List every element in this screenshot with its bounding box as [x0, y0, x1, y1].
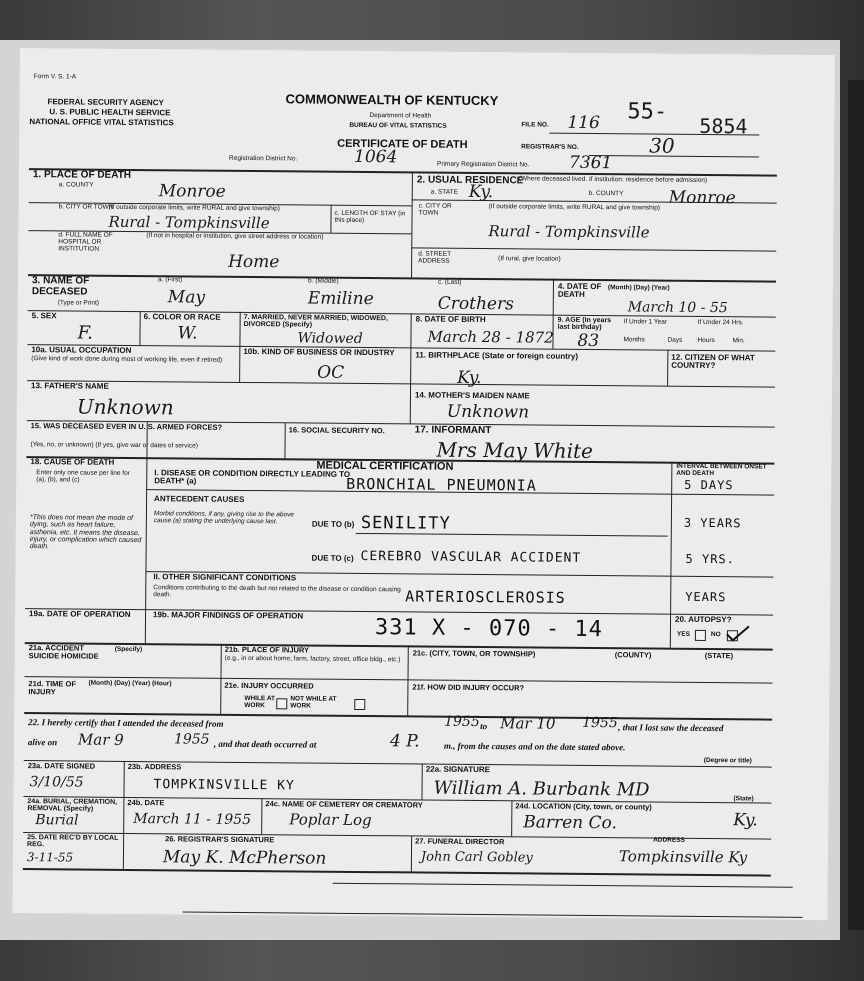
age-sub-4: Days [667, 336, 683, 344]
marital-value: Widowed [297, 330, 363, 348]
injury-time-cols: (Month) (Day) (Year) (Hour) [88, 679, 172, 688]
not-work-label: NOT WHILE AT WORK [290, 695, 337, 710]
location-state: Ky. [733, 810, 758, 831]
while-work-label: WHILE AT WORK [244, 694, 276, 709]
cause-b-value: SENILITY [360, 512, 451, 534]
file-no-label: FILE NO. [521, 121, 549, 129]
autopsy-no-mark [723, 624, 753, 644]
cemetery-value: Poplar Log [289, 810, 372, 830]
marital-label: 7. MARRIED, NEVER MARRIED, WIDOWED, DIVORCED (Specify) [243, 313, 388, 329]
agency-line-3: NATIONAL OFFICE VITAL STATISTICS [29, 117, 174, 128]
res-city-note: (If outside corporate limits, write RURAL and give township) [488, 203, 661, 212]
director-address-label: ADDRESS [653, 836, 685, 844]
certify-from-year: 1955 [444, 713, 480, 731]
age-sub-5: Hours [697, 336, 715, 345]
cemetery-label: 24c. NAME OF CEMETERY OR CREMATORY [265, 799, 423, 810]
pod-county: Monroe [158, 181, 226, 202]
registrar-sig-label: 26. REGISTRAR'S SIGNATURE [165, 834, 275, 845]
autopsy-yes-checkbox[interactable] [695, 630, 706, 641]
interval-label: INTERVAL BETWEEN ONSET AND DEATH [676, 462, 767, 477]
certify-text-1: 22. I hereby certify that I attended the deceased from [28, 717, 224, 729]
pod-hospital-label: d. FULL NAME OF HOSPITAL OR INSTITUTION [58, 231, 113, 253]
res-state: Ky. [468, 181, 494, 203]
bureau-name: BUREAU OF VITAL STATISTICS [349, 121, 447, 130]
cause-note: Enter only one cause per line for (a), (b), and (c) [36, 469, 130, 484]
file-no-3: 5854 [699, 113, 748, 139]
file-no-1: 116 [567, 112, 600, 134]
citizen-label: 12. CITIZEN OF WHAT COUNTRY? [671, 352, 755, 371]
certify-alive-on: alive on [27, 737, 58, 748]
certify-text-3: , and that death occurred at [213, 738, 317, 750]
birthplace-value: Ky. [457, 367, 482, 389]
birthplace-label: 11. BIRTHPLACE (State or foreign country) [415, 350, 579, 361]
business-value: OC [317, 362, 345, 383]
date-signed: 3/10/55 [29, 774, 84, 791]
op-findings-label: 19b. MAJOR FINDINGS OF OPERATION [153, 610, 304, 621]
op-date-label: 19a. DATE OF OPERATION [29, 609, 131, 619]
injury-city-label: 21c. (CITY, TOWN, OR TOWNSHIP) [412, 648, 536, 659]
burial-value: Burial [35, 812, 79, 829]
cause-c-value: CEREBRO VASCULAR ACCIDENT [360, 548, 582, 566]
certify-to: to [480, 721, 488, 732]
certify-text-2: , that I last saw the deceased [618, 722, 724, 734]
degree-label: (Degree or title) [703, 756, 752, 765]
other-cond-interval: YEARS [685, 589, 727, 605]
primary-district-label: Primary Registration District No. [436, 160, 530, 169]
middle-name: Emiline [307, 288, 374, 310]
reg-district: 1064 [353, 146, 398, 168]
residence-note: (Where deceased lived. If institution: residence before admission) [518, 175, 708, 185]
signature-label: 22a. SIGNATURE [425, 764, 491, 775]
age-label: 9. AGE (In years last birthday) [557, 316, 612, 332]
other-cond-note: Conditions contributing to the death but not related to the disease or condition causing death. [153, 584, 401, 599]
injury-state-label: (STATE) [704, 650, 734, 661]
mode-note: *This does not mean the mode of dying, such as heart failure, asthenia, etc. It means the disease, injury, or complication which caused death. [29, 514, 142, 551]
birth-value: March 28 - 1872 [427, 327, 554, 347]
form-number: Form V. S. 1-A [33, 73, 77, 81]
type-print-note: (Type or Print) [57, 299, 99, 307]
cause-i-label: I. DISEASE OR CONDITION DIRECTLY LEADING TO DEATH* (a) [154, 468, 351, 486]
cause-i-value: BRONCHIAL PNEUMONIA [346, 474, 537, 495]
pod-city: Rural - Tompkinsville [108, 212, 270, 233]
physician-signature: William A. Burbank MD [433, 777, 650, 801]
autopsy-yes-label: YES [676, 630, 690, 638]
ssn-label: 16. SOCIAL SECURITY NO. [288, 425, 385, 436]
residence-label: 2. USUAL RESIDENCE [416, 174, 524, 187]
registrar-signature: May K. McPherson [162, 847, 327, 869]
other-cond-label: II. OTHER SIGNIFICANT CONDITIONS [153, 572, 297, 583]
burial-date-label: 24b. DATE [127, 797, 165, 808]
res-street-label: d. STREET ADDRESS [418, 250, 452, 265]
funeral-director: John Carl Gobley [420, 849, 533, 866]
age-sub-6: Min. [732, 337, 745, 345]
age-value: 83 [577, 330, 600, 352]
pod-city-label: b. CITY OR TOWN [58, 203, 114, 211]
primary-district: 7361 [568, 152, 613, 174]
accident-label: 21a. ACCIDENT SUICIDE HOMICIDE [28, 643, 99, 661]
armed-note: (Yes, no, or unknown) (If yes, give war or dates of service) [30, 441, 198, 450]
pod-hospital-note: (If not in hospital or institution, give street address or location) [146, 232, 324, 241]
injury-county-label: (COUNTY) [614, 650, 652, 660]
director-label: 27. FUNERAL DIRECTOR [415, 836, 505, 847]
director-address: Tompkinsville Ky [618, 847, 748, 867]
not-work-checkbox[interactable] [354, 699, 365, 710]
age-sub-2: If Under 24 Hrs. [697, 318, 744, 327]
last-name: Crothers [437, 293, 514, 315]
place-of-death-label: 1. PLACE OF DEATH [32, 169, 132, 181]
first-name: May [167, 287, 206, 308]
cause-c-label: DUE TO (c) [311, 553, 354, 563]
cause-i-interval: 5 DAYS [684, 477, 734, 493]
certify-alive-date: Mar 9 [77, 730, 124, 749]
age-sub-3: Months [623, 336, 645, 344]
res-county-label: b. COUNTY [588, 189, 624, 198]
medical-heading: MEDICAL CERTIFICATION [316, 459, 454, 473]
op-code: 331 X - 070 - 14 [374, 615, 603, 643]
age-sub-1: If Under 1 Year [623, 318, 668, 326]
color-value: W. [177, 323, 198, 344]
certify-time: 4 P. [389, 731, 420, 752]
pod-length-label: c. LENGTH OF STAY (in this place) [334, 209, 406, 224]
certify-alive-year: 1955 [173, 731, 210, 748]
injury-occurred-label: 21e. INJURY OCCURRED [224, 680, 314, 691]
first-name-label: a. (First) [157, 276, 183, 284]
location-state-label: (State) [733, 795, 754, 803]
morbid-note: Morbid conditions, if any, giving rise to the above cause (a) stating the underlying cause last. [153, 510, 295, 526]
cause-label: 18. CAUSE OF DEATH [30, 457, 115, 467]
res-street-note: (If rural, give location) [498, 255, 561, 263]
sex-label: 5. SEX [31, 311, 57, 321]
informant-label: 17. INFORMANT [414, 424, 492, 437]
autopsy-label: 20. AUTOPSY? [675, 614, 732, 625]
res-county: Monroe [668, 187, 736, 209]
res-city-label: c. CITY OR TOWN [418, 202, 452, 217]
rec-date: 3-11-55 [26, 850, 74, 865]
last-name-label: c. (Last) [437, 278, 462, 286]
death-certificate-form [12, 48, 835, 920]
agency-line-1: FEDERAL SECURITY AGENCY [47, 97, 164, 108]
date-signed-label: 23a. DATE SIGNED [27, 761, 96, 771]
other-cond-value: ARTERIOSCLEROSIS [405, 587, 566, 607]
agency-line-2: U. S. PUBLIC HEALTH SERVICE [49, 107, 171, 118]
middle-name-label: b. (Middle) [307, 277, 339, 285]
deceased-name-label: 3. NAME OF DECEASED [31, 275, 90, 298]
business-label: 10b. KIND OF BUSINESS OR INDUSTRY [243, 346, 395, 358]
res-state-label: a. STATE [430, 188, 459, 196]
location-value: Barren Co. [523, 812, 618, 834]
location-label: 24d. LOCATION (City, town, or county) [515, 801, 652, 812]
occupation-label: 10a. USUAL OCCUPATION [31, 345, 132, 355]
burial-date: March 11 - 1955 [133, 811, 252, 829]
sex-value: F. [77, 322, 94, 344]
mother-value: Unknown [446, 401, 530, 423]
certify-to-date: Mar 10 [500, 714, 556, 733]
birth-label: 8. DATE OF BIRTH [415, 314, 486, 325]
injury-place-note: (e.g., in or about home, farm, factory, street, office bldg., etc.) [224, 654, 401, 664]
res-city: Rural - Tompkinsville [488, 222, 650, 242]
certificate-title: CERTIFICATE OF DEATH [337, 137, 468, 151]
registrars-no-label: REGISTRAR'S NO. [521, 143, 579, 151]
death-date-cols: (Month) (Day) (Year) [607, 284, 670, 292]
cert-address: TOMPKINSVILLE KY [153, 777, 295, 794]
occupation-note: (Give kind of work done during most of working life, even if retired) [31, 355, 223, 364]
autopsy-no-label: NO [710, 631, 721, 639]
accident-specify: (Specify) [114, 645, 143, 654]
registrars-no: 30 [649, 133, 675, 158]
father-label: 13. FATHER'S NAME [31, 381, 109, 391]
rec-date-label: 25. DATE REC'D BY LOCAL REG. [27, 834, 119, 849]
pod-county-label: a. COUNTY [58, 181, 94, 189]
armed-label: 15. WAS DECEASED EVER IN U. S. ARMED FORCES? [30, 421, 223, 432]
cause-c-interval: 5 YRS. [685, 551, 735, 567]
death-date-label: 4. DATE OF DEATH [557, 281, 602, 300]
injury-time-label: 21d. TIME OF INJURY [28, 679, 77, 697]
photo-edge [848, 80, 864, 930]
mother-label: 14. MOTHER'S MAIDEN NAME [414, 390, 530, 401]
file-no-2: 55- [627, 99, 668, 125]
death-date: March 10 - 55 [627, 299, 728, 317]
cause-b-label: DUE TO (b) [311, 519, 355, 529]
cert-address-label: 23b. ADDRESS [127, 761, 182, 772]
certify-text-4: m., from the causes and on the date stated above. [443, 740, 626, 753]
pod-city-note: (If outside corporate limits, write RURAL and give township) [108, 203, 280, 213]
cause-b-interval: 3 YEARS [683, 515, 742, 531]
informant-value: Mrs May White [436, 437, 594, 464]
burial-label: 24a. BURIAL, CREMATION, REMOVAL (Specify) [27, 798, 118, 814]
injury-place-label: 21b. PLACE OF INJURY [224, 644, 310, 655]
pod-hospital: Home [228, 251, 280, 273]
state-name: COMMONWEALTH OF KENTUCKY [285, 91, 499, 109]
certify-to-year: 1955 [582, 714, 618, 732]
injury-how-label: 21f. HOW DID INJURY OCCUR? [412, 682, 525, 693]
dept-name: Department of Health [369, 112, 432, 120]
antecedent-label: ANTECEDENT CAUSES [154, 494, 245, 504]
father-value: Unknown [76, 394, 174, 420]
color-label: 6. COLOR OR RACE [143, 312, 221, 322]
reg-district-label: Registration District No. [229, 154, 298, 163]
while-work-checkbox[interactable] [276, 698, 287, 709]
